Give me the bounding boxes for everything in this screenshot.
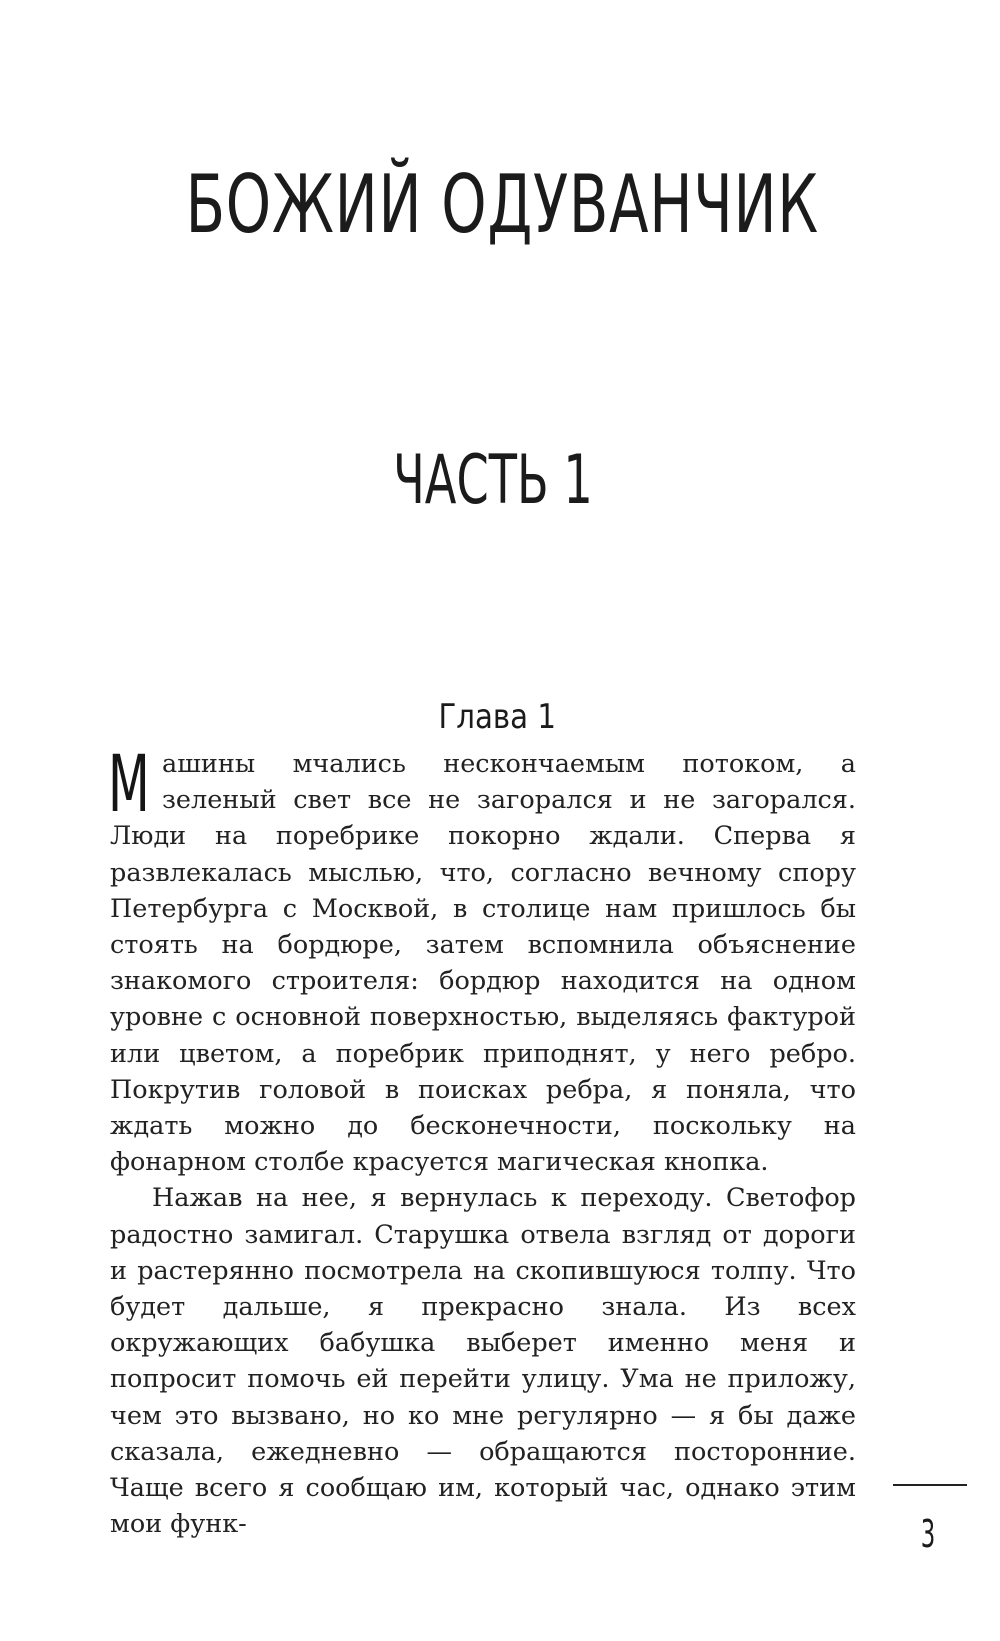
part-title: ЧАСТЬ 1 [393, 441, 593, 520]
chapter-title: Глава 1 [438, 697, 556, 737]
footer-rule [893, 1484, 967, 1486]
chapter-body-text [108, 740, 856, 1542]
paragraph-2 [110, 1180, 856, 1542]
paragraph-1 [108, 740, 856, 1180]
drop-cap: М [108, 740, 150, 830]
page-number: 3 [920, 1512, 936, 1556]
paragraph-1-text: ашины мчались нескончаемым потоком, а зеленый свет все не загорался и не загорался. Люди на поребрике покорно ждали. Сперва я развлекалась мыслью, что, согласно вечному спору Петербурга с Москвой, в столице нам пришлось бы стоять на бордюре, затем вспомнила объяснение знакомого строителя: бордюр находится на одном уровне с основной поверхностью, выделяясь фактурой или цветом, а поребрик приподнят, у него ребро. Покрутив головой в поисках ребра, я поняла, что ждать можно до бесконечности, поскольку на фонарном столбе красуется магическая кнопка. [110, 749, 856, 1178]
book-title: БОЖИЙ ОДУВАНЧИК [185, 158, 819, 251]
paragraph-2-text: Нажав на нее, я вернулась к переходу. Светофор радостно замигал. Старушка отвела взгляд от дороги и растерянно посмотрела на скопившуюся толпу. Что будет дальше, я прекрасно знала. Из всех окружающих бабушка выберет именно меня и попросит помочь ей перейти улицу. Ума не приложу, чем это вызвано, но ко мне регулярно — я бы даже сказала, ежедневно — обращаются посторонние. Чаще всего я сообщаю им, который час, однако этим мои функ- [110, 1183, 856, 1540]
